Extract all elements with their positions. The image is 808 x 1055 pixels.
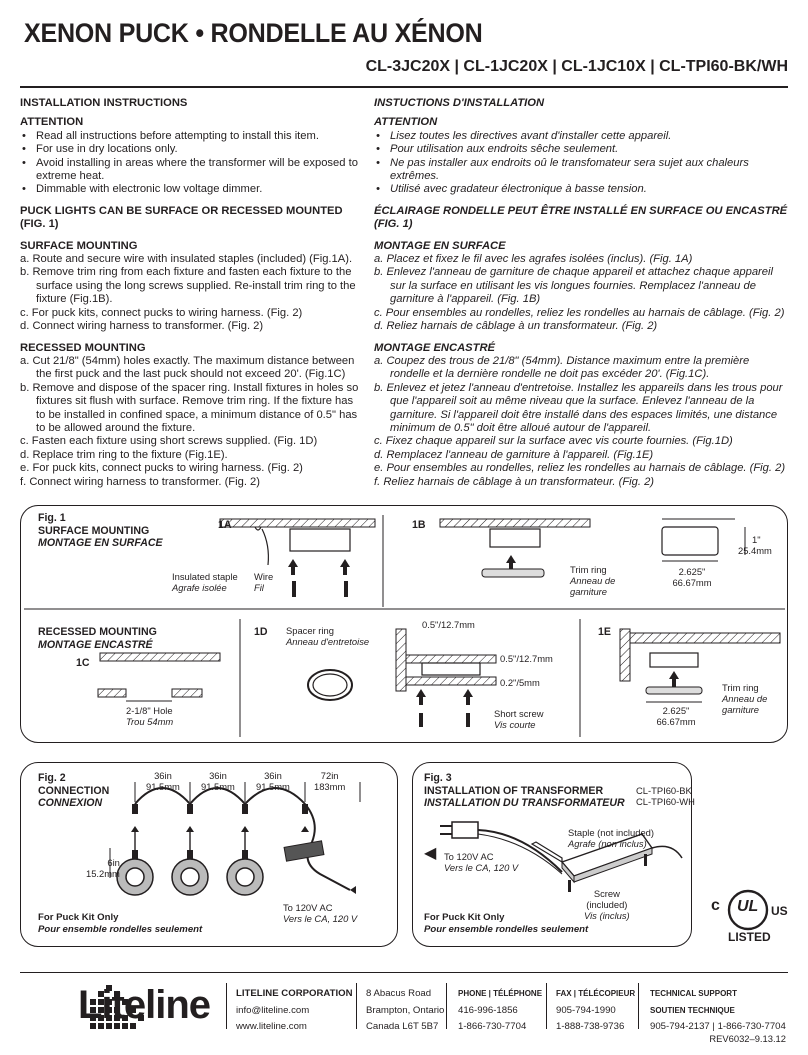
list-item: a. Cut 21/8" (54mm) holes exactly. The maximum distance between the first puck and the last puck should not exceed 20'. (Fig.1C) xyxy=(20,354,355,381)
list-item: d. Connect wiring harness to transformer. (Fig. 2) xyxy=(20,320,264,333)
ac-label: To 120V AC Vers le CA, 120 V xyxy=(444,851,519,873)
trim-ring-label: Trim ring Anneau de garniture xyxy=(722,682,768,715)
list-item: • Ne pas installer aux endroits oû le transfomateur sera sujet aux chaleurs extrêmes. xyxy=(374,157,790,184)
fig2-label: Fig. 2 CONNECTION CONNEXION xyxy=(38,772,110,809)
transformer-models: CL-TPI60-BK CL-TPI60-WH xyxy=(636,785,695,807)
list-item: c. Pour ensembles au rondelles, reliez les rondelles au harnais de câblage. (Fig. 2) xyxy=(374,306,785,319)
trim-ring-label: Trim ring Anneau de garniture xyxy=(570,564,616,597)
ul-c: c xyxy=(711,897,720,914)
list-item: a. Placez et fixez le fil avec les agrafes isolées (inclus). (Fig. 1A) xyxy=(374,253,693,266)
list-item: • Avoid installing in areas where the transformer will be exposed to extreme heat. xyxy=(20,157,360,184)
fax-info: FAX | TÉLÉCOPIEUR 905-794-1990 1-888-738-9736 xyxy=(556,989,636,1032)
list-item: a. Coupez des trous de 21/8" (54mm). Distance maximum entre la première rondelle et la dernière rondelle ne doit pas excéder 20'. (Fig.1C). xyxy=(374,354,750,381)
surface-heading: SURFACE MOUNTING xyxy=(20,239,138,252)
fig1-label: Fig. 1 SURFACE MOUNTING MONTAGE EN SURFACE xyxy=(38,512,163,549)
length-3: 36in 91.5mm xyxy=(256,770,290,792)
footer-divider xyxy=(446,983,447,1029)
list-item: d. Replace trim ring to the fixture (Fig.1E). xyxy=(20,448,228,461)
list-item: b. Enlevez et jetez l'anneau d'entretoise. Installez les appareils dans les trous pour que l'appareil soit au même niveau que la surface. Enlevez l'anneau de la garniture. Si l'appareil doit être installé dans des espaces limités, une distance minimum de 0.5" doit être alloué autour de l'appareil. xyxy=(374,381,783,434)
fig1e-label: 1E xyxy=(598,626,611,638)
length-2: 36in 91.5mm xyxy=(201,770,235,792)
list-item: b. Enlevez l'anneau de garniture de chaque appareil et attachez chaque appareil sur la surface en utilisant les vis longues fournies. Remplacez l'anneau de garniture à l'appareil. (Fig. 1B) xyxy=(374,266,773,306)
footer-rule xyxy=(20,972,788,973)
english-instructions xyxy=(20,97,360,489)
attention-list xyxy=(20,130,360,197)
length-4: 72in 183mm xyxy=(314,770,346,792)
recessed-heading: MONTAGE ENCASTRÉ xyxy=(374,341,495,354)
width-dimension: 2.625" 66.67mm xyxy=(656,705,696,727)
list-item: • Dimmable with electronic low voltage dimmer. xyxy=(20,183,360,196)
clearance-side: 0.5"/12.7mm xyxy=(422,619,475,630)
arrow-left-icon: ◀ xyxy=(424,845,437,862)
length-1: 36in 91.5mm xyxy=(146,770,180,792)
website-link[interactable]: www.liteline.com xyxy=(236,1021,307,1032)
header-rule xyxy=(20,86,788,88)
attention-heading: ATTENTION xyxy=(374,116,438,129)
recessed-heading: RECESSED MOUNTING xyxy=(20,341,146,354)
address: 8 Abacus Road Brampton, Ontario Canada L6T 5B7 xyxy=(366,988,445,1032)
page-title: XENON PUCK • RONDELLE AU XÉNON xyxy=(24,18,483,48)
kit-note: For Puck Kit Only Pour ensemble rondelles seulement xyxy=(38,912,203,935)
fig3-label: Fig. 3 INSTALLATION OF TRANSFORMER INSTALLATION DU TRANSFORMATEUR xyxy=(424,772,625,809)
list-item: b. Remove trim ring from each fixture and fasten each fixture to the surface using the long screws supplied. Re-install trim ring to the fixture (Fig.1B). xyxy=(20,266,356,306)
list-item: • Utilisé avec gradateur électronique à basse tension. xyxy=(374,183,790,196)
list-item: • Lisez toutes les directives avant d'installer cette appareil. xyxy=(374,130,790,143)
screw-label: Screw (included) Vis (inclus) xyxy=(584,888,630,921)
staple-label: Staple (not included) Agrafe (non inclus) xyxy=(568,827,654,849)
footer-divider xyxy=(638,983,639,1029)
fig1b-label: 1B xyxy=(412,519,426,531)
email-link[interactable]: info@liteline.com xyxy=(236,1004,310,1016)
french-instructions xyxy=(374,97,790,489)
wire-label: Wire Fil xyxy=(254,571,274,593)
hole-label: 2-1/8" Hole Trou 54mm xyxy=(126,705,174,727)
mount-heading: PUCK LIGHTS CAN BE SURFACE OR RECESSED MOUNTED (FIG. 1) xyxy=(20,204,343,231)
company-info: LITELINE CORPORATION info@liteline.com www.liteline.com xyxy=(236,986,353,1036)
revision: REV6032–9.13.12 xyxy=(709,1033,786,1044)
brand-name: Liteline xyxy=(78,983,211,1027)
attention-heading: ATTENTION xyxy=(20,116,84,129)
list-item: d. Reliez harnais de câblage à un transformateur. (Fig. 2) xyxy=(374,320,658,333)
height-dimension: 1" 25.4mm xyxy=(738,534,772,556)
ul-listed: LISTED xyxy=(728,930,771,944)
tech-support: TECHNICAL SUPPORT SOUTIEN TECHNIQUE 905-794-2137 | 1-866-730-7704 xyxy=(650,989,786,1032)
list-item: • Pour utilisation aux endroits sêche seulement. xyxy=(374,143,790,156)
list-item: • Read all instructions before attempting to install this item. xyxy=(20,130,360,143)
list-item: b. Remove and dispose of the spacer ring. Install fixtures in holes so fixtures sit flush with surface. Remove trim ring. If the fixture has to be installed in confined space, a minimum distance of 0.5" has to be allowed around the fixture. xyxy=(20,381,359,434)
model-numbers: CL-3JC20X | CL-1JC20X | CL-1JC10X | CL-TPI60-BK/WH xyxy=(365,58,788,75)
list-item: a. Route and secure wire with insulated staples (included) (Fig.1A). xyxy=(20,253,353,266)
list-item: • For use in dry locations only. xyxy=(20,143,360,156)
list-item: c. For puck kits, connect pucks to wiring harness. (Fig. 2) xyxy=(20,306,303,319)
fig1a-label: 1A xyxy=(218,519,232,531)
footer-divider xyxy=(226,983,227,1029)
ul-mark: UL xyxy=(737,898,759,915)
footer-divider xyxy=(546,983,547,1029)
list-item: d. Remplacez l'anneau de garniture à l'appareil. (Fig.1E) xyxy=(374,448,654,461)
spacer-ring-label: Spacer ring Anneau d'entretoise xyxy=(286,625,370,647)
insulated-staple-label: Insulated staple Agrafe isolée xyxy=(172,571,238,593)
fig1d-label: 1D xyxy=(254,626,268,638)
list-item: c. Fasten each fixture using short screws supplied. (Fig. 1D) xyxy=(20,435,318,448)
ul-us: US xyxy=(771,904,788,918)
short-screw-label: Short screw Vis courte xyxy=(494,708,544,730)
width-dimension: 2.625" 66.67mm xyxy=(672,566,712,588)
lead-length: 6in 15.2mm xyxy=(86,857,120,879)
clearance-top: 0.5"/12.7mm xyxy=(500,653,553,664)
phone-info: PHONE | TÉLÉPHONE 416-996-1856 1-866-730-7704 xyxy=(458,989,543,1032)
list-item: f. Reliez harnais de câblage à un transformateur. (Fig. 2) xyxy=(374,475,655,488)
mount-heading: ÉCLAIRAGE RONDELLE PEUT ÊTRE INSTALLÉ EN SURFACE OU ENCASTRÉ (FIG. 1) xyxy=(374,204,788,231)
flange-depth: 0.2"/5mm xyxy=(500,677,540,688)
instructions-heading: INSTUCTIONS D'INSTALLATION xyxy=(374,97,545,109)
surface-heading: MONTAGE EN SURFACE xyxy=(374,239,506,252)
list-item: e. For puck kits, connect pucks to wiring harness. (Fig. 2) xyxy=(20,462,303,475)
footer-divider xyxy=(356,983,357,1029)
list-item: c. Fixez chaque appareil sur la surface avec vis courte fournies. (Fig.1D) xyxy=(374,435,733,448)
recessed-label: RECESSED MOUNTING MONTAGE ENCASTRÉ xyxy=(38,626,157,651)
attention-list xyxy=(374,130,790,197)
list-item: f. Connect wiring harness to transformer. (Fig. 2) xyxy=(20,475,261,488)
instructions-heading: INSTALLATION INSTRUCTIONS xyxy=(20,97,188,109)
list-item: e. Pour ensembles au rondelles, reliez les rondelles au harnais de câblage. (Fig. 2) xyxy=(374,462,786,475)
ac-label: To 120V AC Vers le CA, 120 V xyxy=(283,902,358,924)
fig1c-label: 1C xyxy=(76,657,90,669)
kit-note: For Puck Kit Only Pour ensemble rondelles seulement xyxy=(424,912,589,935)
